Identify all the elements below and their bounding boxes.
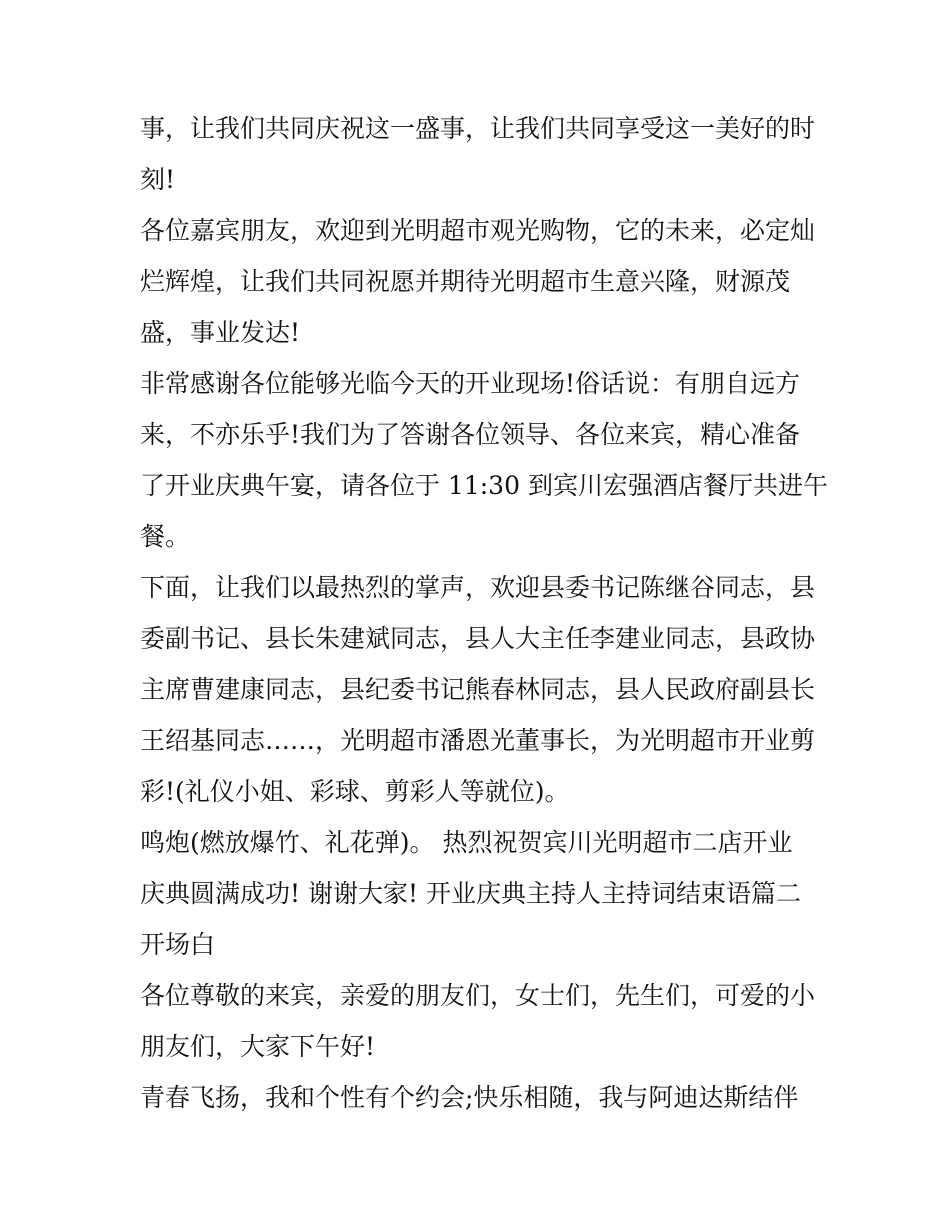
- text-line: 各位尊敬的来宾，亲爱的朋友们，女士们，先生们，可爱的小: [140, 981, 816, 1010]
- text-line: 盛，事业发达!: [140, 318, 301, 347]
- text-line: 鸣炮(燃放爆竹、礼花弹)。 热烈祝贺宾川光明超市二店开业: [140, 828, 793, 857]
- document-body: [140, 103, 828, 1123]
- text-line: 非常感谢各位能够光临今天的开业现场!俗话说：有朋自远方: [140, 369, 801, 398]
- text-line: 彩!(礼仪小姐、彩球、剪彩人等就位)。: [140, 777, 570, 806]
- text-line: 刻!: [140, 165, 176, 194]
- text-line: 各位嘉宾朋友，欢迎到光明超市观光购物，它的未来，必定灿: [140, 216, 816, 245]
- text-line: 来，不亦乐乎!我们为了答谢各位领导、各位来宾，精心准备: [140, 420, 801, 449]
- text-line: 开场白: [140, 930, 216, 959]
- text-line: 王绍基同志……，光明超市潘恩光董事长，为光明超市开业剪: [140, 726, 816, 755]
- text-line: 庆典圆满成功! 谢谢大家! 开业庆典主持人主持词结束语篇二: [140, 879, 801, 908]
- text-line: 事，让我们共同庆祝这一盛事，让我们共同享受这一美好的时: [140, 114, 816, 143]
- text-line: 下面，让我们以最热烈的掌声，欢迎县委书记陈继谷同志，县: [140, 573, 816, 602]
- text-line: 委副书记、县长朱建斌同志，县人大主任李建业同志，县政协: [140, 624, 816, 653]
- text-line: 朋友们，大家下午好!: [140, 1032, 376, 1061]
- text-line: 了开业庆典午宴，请各位于 11:30 到宾川宏强酒店餐厅共进午: [140, 471, 828, 500]
- text-line: 主席曹建康同志，县纪委书记熊春林同志，县人民政府副县长: [140, 675, 816, 704]
- text-line: 餐。: [140, 522, 191, 551]
- text-line: 青春飞扬，我和个性有个约会;快乐相随，我与阿迪达斯结伴: [140, 1083, 799, 1112]
- text-line: 烂辉煌，让我们共同祝愿并期待光明超市生意兴隆，财源茂: [140, 267, 791, 296]
